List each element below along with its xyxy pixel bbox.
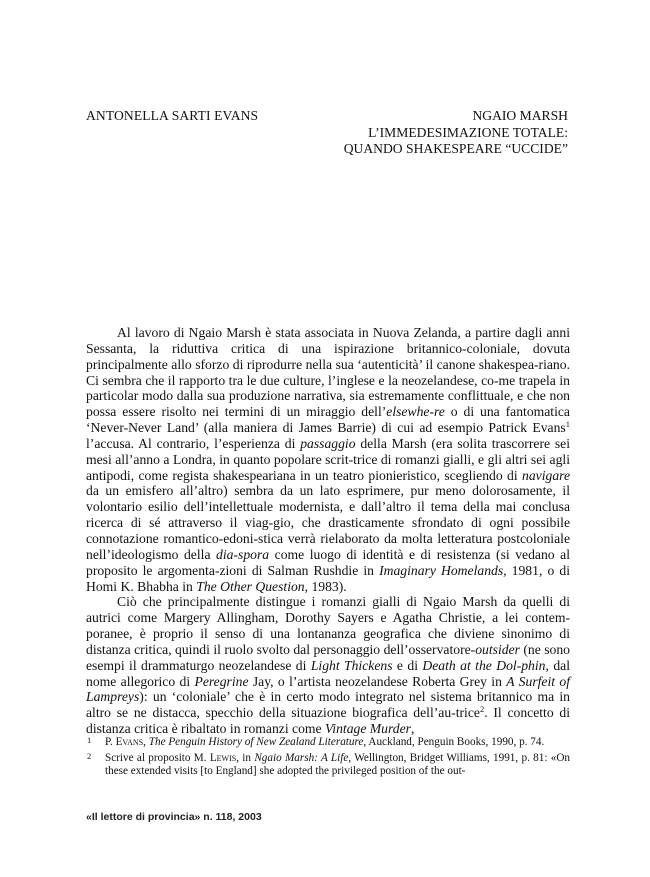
text-run: , Auckland, Penguin Books, 1990, p. 74.	[363, 736, 545, 748]
italic-title: Light Thickens	[310, 657, 393, 673]
author-name: ANTONELLA SARTI EVANS	[86, 108, 259, 123]
footnotes	[86, 736, 570, 781]
text-run: , 1983).	[304, 578, 347, 594]
author-smallcaps: Lewis	[209, 752, 237, 764]
italic-term: outsider	[475, 641, 520, 657]
text-run: , dal nome allegorico di	[86, 657, 570, 689]
italic-term: elsewhe-re	[386, 404, 445, 420]
text-run: della Marsh (era solita trascorrere sei mesi all’anno a Londra, in quanto popolare scrit-trice di romanzi gialli, e gli altri sei agli antipodi, come regista shakespeariana in un teatro pionieristico, scegliendo di	[86, 435, 571, 483]
text-run: ,	[410, 721, 415, 737]
text-run: Ciò che principalmente distingue i romanzi gialli di Ngaio Marsh da quelli di autrici come Margery Allingham, Dorothy Sayers e Agatha Christie, a lei contem-poranee, è proprio il senso di una lontananza geografica che diviene sinonimo di distanza critica, quindi il ruolo svolto dal personaggio dell’osservatore-	[86, 594, 570, 657]
text-run: come luogo di identità e di resistenza (si vedano al proposito le argomenta-zioni di Salman Rushdie in	[86, 546, 570, 578]
footnote-2	[86, 752, 570, 778]
text-run: P.	[105, 736, 116, 748]
paragraph-1	[86, 325, 570, 594]
italic-title: A Surfeit of Lampreys	[86, 673, 571, 705]
title-line: QUANDO SHAKESPEARE “UCCIDE”	[343, 141, 568, 156]
text-run: , in	[236, 752, 255, 764]
author-smallcaps: Evans	[115, 736, 144, 748]
title-line: L’IMMEDESIMAZIONE TOTALE:	[368, 124, 568, 140]
title-line: NGAIO MARSH	[472, 108, 568, 123]
text-run: 1981, o di Homi K. Bhabha in	[86, 562, 570, 594]
text-run: Jay, o l’artista neozelandese Roberta Grey in	[248, 673, 507, 689]
footnote-ref-2[interactable]: 2	[479, 704, 485, 715]
paragraph-2	[86, 594, 570, 737]
footnote-1	[86, 736, 570, 749]
italic-term: passaggio	[300, 435, 356, 451]
text-run: l’accusa. Al contrario, l’esperienza di	[86, 435, 301, 451]
cited-title: The Penguin History of New Zealand Literature	[148, 736, 364, 748]
italic-title: The Other Question	[196, 578, 305, 594]
text-run: . Il concetto di distanza critica è ribaltato in romanzi come	[86, 705, 570, 737]
italic-term: navigare	[522, 467, 570, 483]
italic-title: Vintage Murder	[324, 721, 411, 737]
text-run: ,	[143, 736, 149, 748]
footnote-number: 2	[87, 751, 92, 761]
footnote-number: 1	[87, 735, 92, 745]
article-title	[344, 108, 568, 158]
italic-title: Imaginary Homelands,	[379, 562, 507, 578]
text-run: Scrive al proposito M.	[105, 752, 210, 764]
article-body	[86, 325, 570, 737]
text-run: e di	[392, 657, 423, 673]
italic-term: dia-spora	[216, 546, 270, 562]
text-run: Al lavoro di Ngaio Marsh è stata associata in Nuova Zelanda, a partire dagli anni Sessanta, la riduttiva critica di una ispirazione britannico-coloniale, dovuta principalmente allo sforzo di riprodurre nella sua ‘autenticità’ il canone shakespea-riano. Ci sembra che il rapporto tra le due culture, l’inglese e la neozelandese, co-me trapela in particolar modo dalla sua produzione narrativa, sia estremamente conflittuale, e che non possa essere risolto nei termini di un miraggio dell’	[86, 325, 570, 420]
text-run: , Wellington, Bridget Williams, 1991, p. 81: «On these extended visits [to England] she adopted the privileged position of the out-	[105, 752, 571, 777]
text-run: o di una fantomatica ‘Never-Never Land’ (alla maniera di James Barrie) di cui ad esempio Patrick Evans	[86, 404, 570, 436]
journal-reference: «Il lettore di provincia» n. 118, 2003	[86, 811, 262, 823]
italic-term: Peregrine	[194, 673, 249, 689]
text-run: ): un ‘coloniale’ che è in certo modo integrato nel sistema britannico ma in altro se ne distacca, specchio della situazione biografica dell’au-trice	[86, 689, 570, 721]
italic-title: Death at the Dol-phin	[422, 657, 546, 673]
text-run: da un emisfero all’altro) sembra da un lato esprimere, pur meno dolorosamente, il volontario esilio dell’intellettuale modernista, e dall’altro il tema della mai conclusa ricerca di sé attraverso il viag-gio, che drasticamente sfrondato di ogni possibile connotazione romantico-edoni-stica verrà rielaborato da molta letteratura postcoloniale nell’ideologismo della	[86, 483, 570, 562]
footnote-ref-1[interactable]: 1	[565, 419, 570, 430]
text-run: (ne sono esempi il drammaturgo neozelandese di	[86, 641, 570, 673]
cited-title: Ngaio Marsh: A Life	[254, 752, 349, 764]
